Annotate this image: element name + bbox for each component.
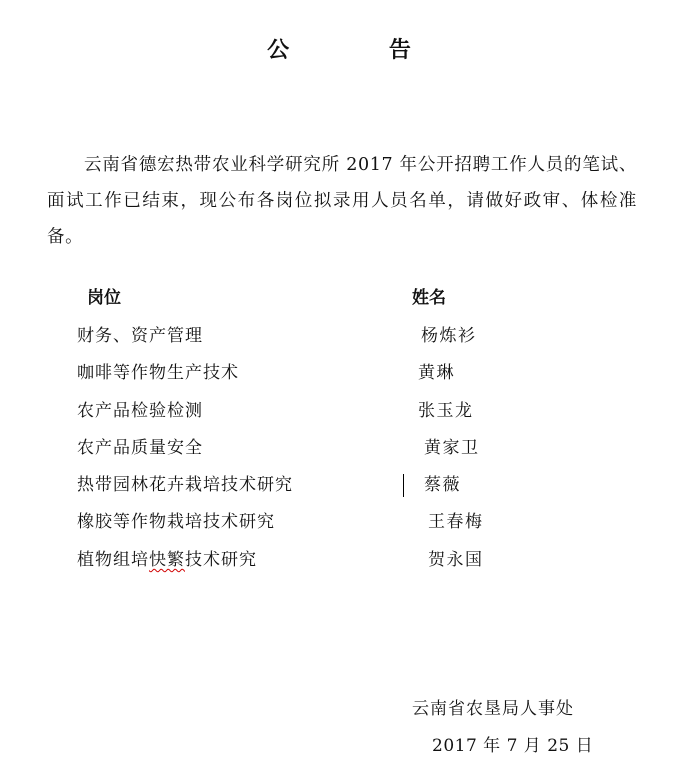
name-cell: 杨炼衫	[421, 326, 477, 346]
name-cell: 黄家卫	[424, 437, 480, 458]
position-column-header: 岗位	[87, 288, 121, 308]
issue-date: 2017 年 7 月 25 日	[432, 736, 594, 756]
issuer-signature: 云南省农垦局人事处	[412, 699, 574, 719]
notice-body: 云南省德宏热带农业科学研究所 2017 年公开招聘工作人员的笔试、面试工作已结束，现公布各岗位拟录用人员名单，请做好政审、体检准备。	[47, 155, 637, 247]
position-cell: 农产品质量安全	[77, 437, 203, 458]
position-cell	[77, 548, 257, 572]
notice-title: 公 告	[267, 38, 457, 63]
position-cell: 农产品检验检测	[77, 400, 203, 421]
candidate-list	[0, 322, 678, 583]
list-item	[0, 546, 678, 583]
position-text: 植物组培	[77, 549, 149, 570]
position-cell: 咖啡等作物生产技术	[77, 363, 239, 384]
list-item	[0, 359, 678, 396]
name-cell: 黄琳	[418, 363, 455, 384]
name-cell: 蔡薇	[424, 475, 461, 496]
list-item	[0, 508, 678, 545]
list-item	[0, 471, 678, 508]
name-cell: 张玉龙	[418, 400, 474, 421]
name-cell: 贺永国	[428, 549, 484, 570]
position-text: 技术研究	[185, 549, 257, 570]
position-cell: 财务、资产管理	[77, 326, 203, 346]
position-cell: 热带园林花卉栽培技术研究	[77, 475, 293, 496]
name-cell: 王春梅	[428, 512, 484, 533]
list-item	[0, 434, 678, 471]
list-item	[0, 397, 678, 434]
spellcheck-marked-text[interactable]: 快繁	[149, 549, 185, 570]
text-cursor	[403, 474, 404, 497]
position-cell: 橡胶等作物栽培技术研究	[77, 512, 275, 533]
name-column-header: 姓名	[412, 288, 446, 308]
list-item	[0, 322, 678, 359]
